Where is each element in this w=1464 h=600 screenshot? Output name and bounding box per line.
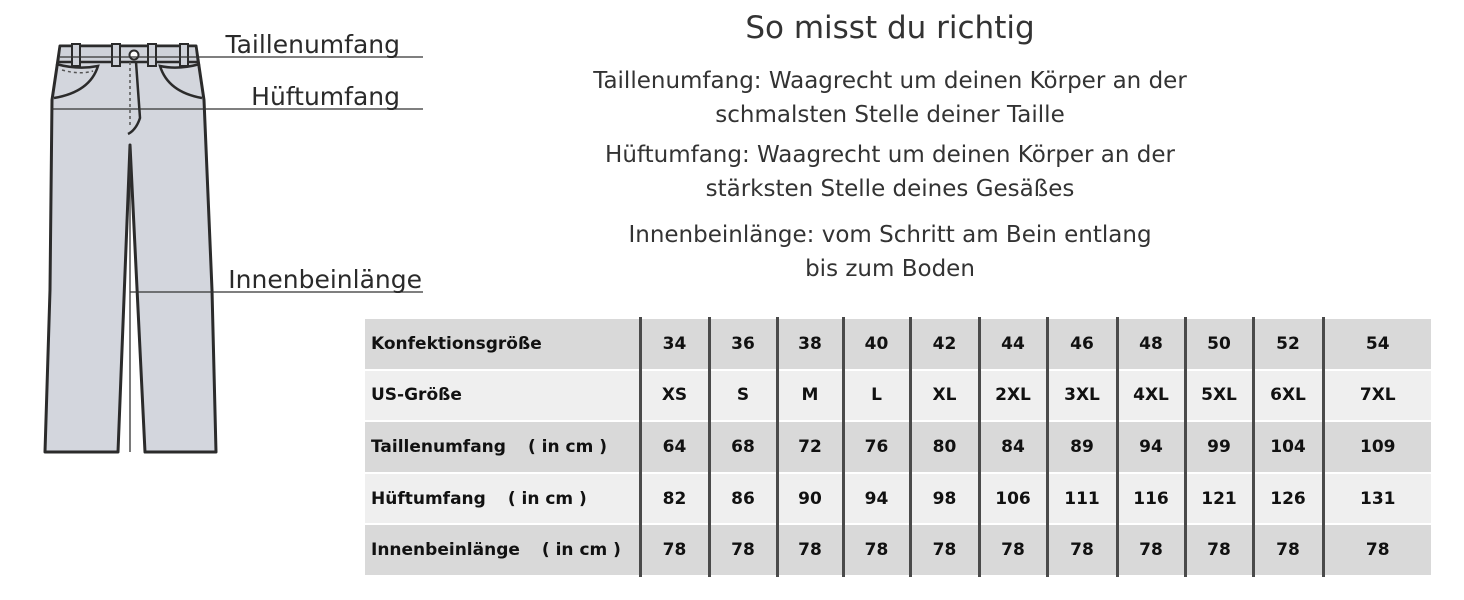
table-cell: 54 <box>1323 318 1431 370</box>
hip-instruction-line-1: Hüftumfang: Waagrecht um deinen Körper an der <box>605 142 1175 168</box>
table-cell: 82 <box>640 473 709 525</box>
table-cell: 7XL <box>1323 370 1431 422</box>
table-cell: 36 <box>709 318 777 370</box>
table-cell: M <box>777 370 843 422</box>
row-unit: ( in cm ) <box>527 436 607 457</box>
table-cell: 106 <box>979 473 1047 525</box>
row-label: US-Größe <box>371 385 462 406</box>
inseam-instruction-line-2: bis zum Boden <box>805 256 975 282</box>
table-cell: 109 <box>1323 421 1431 473</box>
table-cell: 3XL <box>1047 370 1117 422</box>
table-cell: 78 <box>979 524 1047 576</box>
table-cell: 34 <box>640 318 709 370</box>
table-cell: 78 <box>777 524 843 576</box>
hip-instruction <box>560 138 1220 206</box>
table-cell: 94 <box>1117 421 1185 473</box>
row-header <box>364 421 640 473</box>
row-header <box>364 318 640 370</box>
table-cell: 89 <box>1047 421 1117 473</box>
table-cell: 38 <box>777 318 843 370</box>
row-unit: ( in cm ) <box>507 488 587 509</box>
table-cell: 42 <box>910 318 979 370</box>
row-header <box>364 370 640 422</box>
table-cell: 84 <box>979 421 1047 473</box>
table-cell: 94 <box>843 473 910 525</box>
size-chart-table <box>363 317 1431 577</box>
table-cell: 40 <box>843 318 910 370</box>
waist-instruction-line-2: schmalsten Stelle deiner Taille <box>715 102 1065 128</box>
table-cell: L <box>843 370 910 422</box>
table-cell: 104 <box>1253 421 1323 473</box>
table-cell: 5XL <box>1185 370 1253 422</box>
hip-instruction-line-2: stärksten Stelle deines Gesäßes <box>705 176 1075 202</box>
waist-instruction <box>560 64 1220 132</box>
waist-label: Taillenumfang <box>225 30 400 59</box>
table-cell: 6XL <box>1253 370 1323 422</box>
row-header <box>364 524 640 576</box>
table-cell: 46 <box>1047 318 1117 370</box>
row-label: Konfektionsgröße <box>371 333 542 354</box>
measuring-instructions <box>560 0 1220 292</box>
table-cell: 111 <box>1047 473 1117 525</box>
hip-label: Hüftumfang <box>251 82 400 111</box>
row-unit: ( in cm ) <box>541 540 621 561</box>
table-cell: 126 <box>1253 473 1323 525</box>
table-cell: 76 <box>843 421 910 473</box>
table-cell: 68 <box>709 421 777 473</box>
table-cell: 98 <box>910 473 979 525</box>
table-cell: 44 <box>979 318 1047 370</box>
table-cell: 90 <box>777 473 843 525</box>
table-cell: 78 <box>1253 524 1323 576</box>
row-header <box>364 473 640 525</box>
table-cell: 50 <box>1185 318 1253 370</box>
table-cell: 80 <box>910 421 979 473</box>
table-cell: XL <box>910 370 979 422</box>
table-cell: 131 <box>1323 473 1431 525</box>
table-cell: 78 <box>640 524 709 576</box>
table-cell: 52 <box>1253 318 1323 370</box>
row-label: Innenbeinlänge <box>371 540 520 561</box>
table-cell: 2XL <box>979 370 1047 422</box>
table-cell: 78 <box>1185 524 1253 576</box>
inseam-instruction <box>560 218 1220 286</box>
inseam-instruction-line-1: Innenbeinlänge: vom Schritt am Bein entlang <box>628 222 1152 248</box>
table-cell: XS <box>640 370 709 422</box>
row-size-us <box>364 370 1431 422</box>
table-cell: 78 <box>910 524 979 576</box>
table-cell: 64 <box>640 421 709 473</box>
table-cell: 78 <box>709 524 777 576</box>
row-inseam <box>364 524 1431 576</box>
table-cell: 116 <box>1117 473 1185 525</box>
row-waist <box>364 421 1431 473</box>
table-cell: 48 <box>1117 318 1185 370</box>
table-cell: 86 <box>709 473 777 525</box>
table-cell: 4XL <box>1117 370 1185 422</box>
row-label: Taillenumfang <box>371 436 506 457</box>
row-label: Hüftumfang <box>371 488 486 509</box>
table-cell: 121 <box>1185 473 1253 525</box>
table-cell: 78 <box>1323 524 1431 576</box>
page-title: So misst du richtig <box>745 10 1035 46</box>
waist-instruction-line-1: Taillenumfang: Waagrecht um deinen Körper an der <box>593 68 1187 94</box>
row-size-de <box>364 318 1431 370</box>
table-cell: 78 <box>1117 524 1185 576</box>
table-cell: 99 <box>1185 421 1253 473</box>
inseam-label: Innenbeinlänge <box>228 265 422 294</box>
row-hip <box>364 473 1431 525</box>
table-cell: S <box>709 370 777 422</box>
table-cell: 78 <box>1047 524 1117 576</box>
table-cell: 78 <box>843 524 910 576</box>
table-cell: 72 <box>777 421 843 473</box>
